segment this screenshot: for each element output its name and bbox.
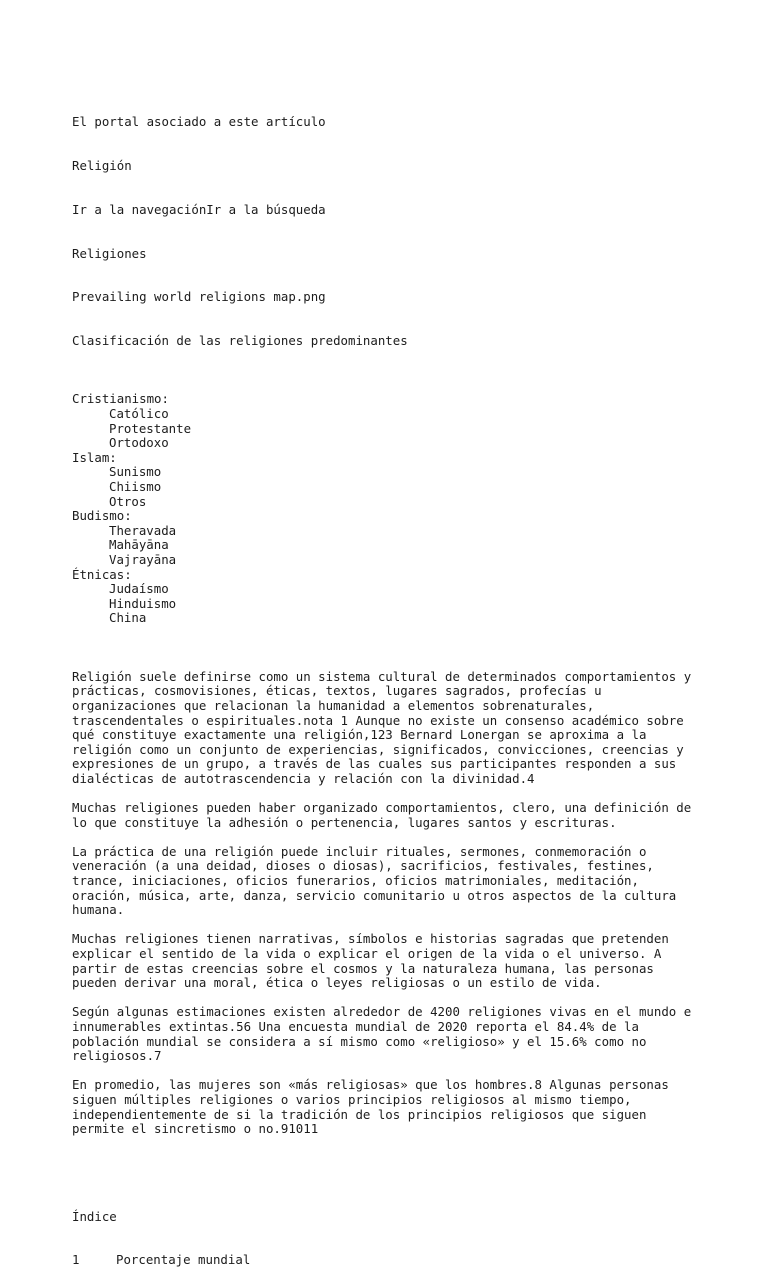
paragraph-line: partir de estas creencias sobre el cosmos y la naturaleza humana, las personas [72, 960, 654, 976]
paragraph-line: veneración (a una deidad, dioses o diosas), sacrificios, festivales, festines, [72, 858, 654, 874]
table-of-contents [72, 1253, 712, 1268]
classification-item[interactable]: Vajrayāna [109, 552, 177, 567]
classification-item[interactable]: Sunismo [109, 464, 162, 480]
paragraph [72, 801, 712, 830]
paragraph-line: trascendentales o espirituales.nota 1 Aunque no existe un consenso académico sobre [72, 712, 684, 728]
nav-links[interactable]: Ir a la navegaciónIr a la búsqueda [72, 201, 326, 217]
paragraph-line: La práctica de una religión puede incluir rituales, sermones, conmemoración o [72, 843, 647, 859]
paragraph [72, 845, 712, 918]
classification-item[interactable]: Theravada [109, 522, 177, 538]
paragraph-line: religión como un conjunto de experiencias, significados, convicciones, creencias y [72, 741, 684, 757]
paragraph-line: independientemente de si la tradición de los principios religiosos que siguen [72, 1106, 647, 1122]
paragraph-line: Muchas religiones pueden haber organizado comportamientos, clero, una definición de [72, 800, 692, 816]
classification-item[interactable]: Hinduismo [109, 595, 177, 611]
classification-item[interactable]: China [109, 610, 147, 626]
paragraph-line: explicar el sentido de la vida o explicar el origen de la vida o el universo. A [72, 946, 662, 962]
paragraph [72, 1078, 712, 1136]
map-image-name[interactable]: Prevailing world religions map.png [72, 289, 326, 305]
classification-item[interactable]: Protestante [109, 420, 192, 436]
toc-entry-number: 1 [72, 1252, 80, 1268]
paragraph-line: trance, iniciaciones, oficios funerarios, oficios matrimoniales, meditación, [72, 873, 639, 889]
paragraph-line: lo que constituye la adhesión o pertenencia, lugares santos y escrituras. [72, 814, 617, 830]
paragraph-line: permite el sincretismo o no.91011 [72, 1121, 319, 1137]
article-body [72, 670, 712, 1137]
portal-link[interactable]: Religión [72, 157, 132, 173]
classification-group: Budismo: [72, 508, 132, 524]
paragraph-line: prácticas, cosmovisiones, éticas, textos, lugares sagrados, profecías u [72, 683, 602, 699]
paragraph-line: pueden derivar una moral, ética o leyes religiosas o un estilo de vida. [72, 975, 602, 991]
map-caption: Clasificación de las religiones predominantes [72, 333, 408, 349]
classification-item[interactable]: Católico [109, 406, 169, 422]
paragraph-line: expresiones de un grupo, a través de las cuales sus participantes responden a sus [72, 756, 677, 772]
paragraph-line: población mundial se considera a sí mismo como «religioso» y el 15.6% como no [72, 1033, 647, 1049]
page-title: Religiones [72, 245, 147, 261]
paragraph [72, 932, 712, 990]
portal-line: El portal asociado a este artículo [72, 114, 326, 130]
paragraph-line: innumerables extintas.56 Una encuesta mundial de 2020 reporta el 84.4% de la [72, 1019, 639, 1034]
toc-heading: Índice [72, 1208, 117, 1224]
paragraph-line: siguen múltiples religiones o varios principios religiosos al mismo tiempo, [72, 1091, 632, 1107]
paragraph-line: Muchas religiones tienen narrativas, símbolos e historias sagradas que pretenden [72, 931, 669, 947]
paragraph [72, 1005, 712, 1063]
toc-entry[interactable] [72, 1253, 712, 1268]
classification-item[interactable]: Mahāyāna [109, 537, 169, 553]
paragraph-line: dialécticas de autotrascendencia y relación con la divinidad.4 [72, 770, 535, 786]
toc-entry-label: Porcentaje mundial [116, 1252, 251, 1268]
paragraph-line: En promedio, las mujeres son «más religiosas» que los hombres.8 Algunas personas [72, 1077, 669, 1093]
paragraph [72, 670, 712, 787]
classification-item[interactable]: Judaísmo [109, 581, 169, 597]
paragraph-line: oración, música, arte, danza, servicio comunitario u otros aspectos de la cultura [72, 887, 677, 903]
paragraph-line: humana. [72, 902, 125, 918]
document-text [72, 86, 712, 1283]
classification-list [72, 392, 712, 626]
paragraph-line: religiosos.7 [72, 1048, 162, 1064]
paragraph-line: Según algunas estimaciones existen alrededor de 4200 religiones vivas en el mundo e [72, 1004, 692, 1020]
paragraph-line: Religión suele definirse como un sistema cultural de determinados comportamientos y [72, 668, 692, 684]
classification-group: Cristianismo: [72, 391, 169, 407]
paragraph-line: qué constituye exactamente una religión,123 Bernard Lonergan se aproxima a la [72, 727, 647, 743]
classification-item[interactable]: Ortodoxo [109, 435, 169, 451]
classification-item[interactable]: Otros [109, 493, 147, 509]
classification-group: Islam: [72, 449, 117, 465]
paragraph-line: organizaciones que relacionan la humanidad a elementos sobrenaturales, [72, 697, 595, 713]
classification-group: Étnicas: [72, 566, 132, 582]
classification-item[interactable]: Chiismo [109, 479, 162, 495]
